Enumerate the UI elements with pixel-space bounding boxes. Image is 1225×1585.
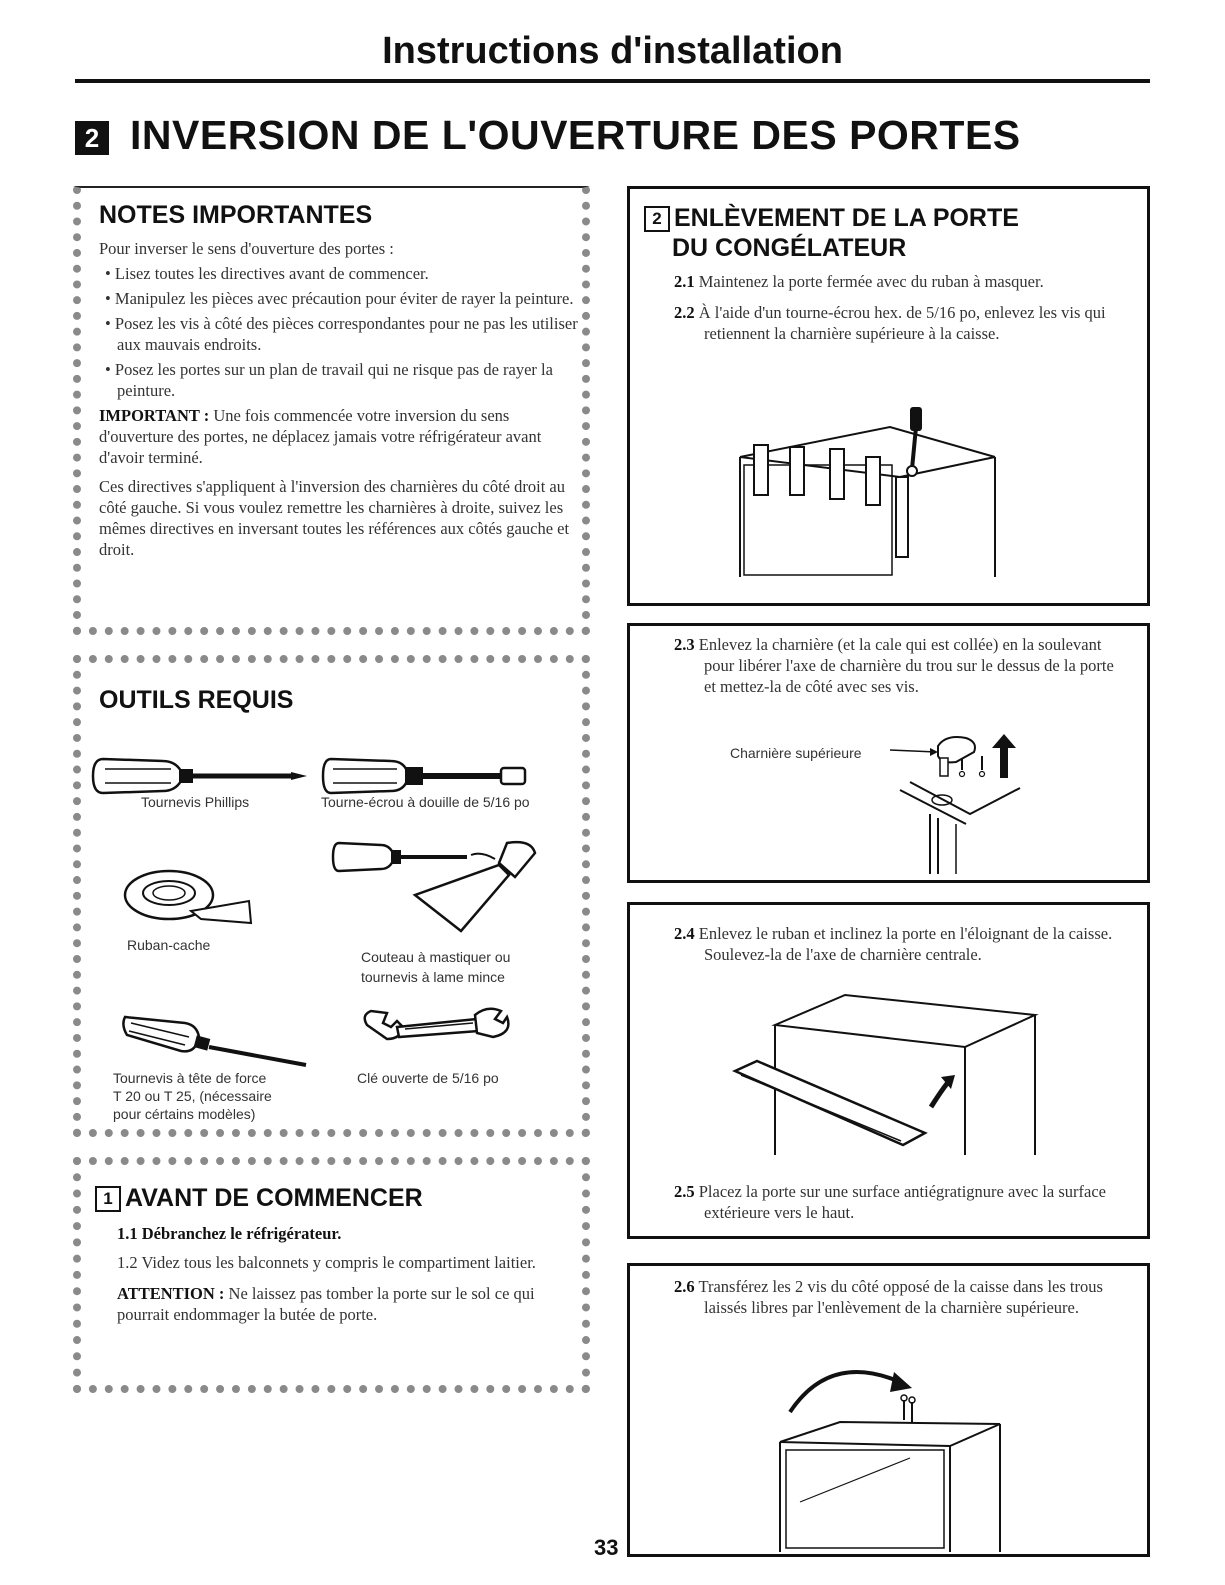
tools-title: OUTILS REQUIS [99,686,294,714]
important-label: IMPORTANT : [99,406,210,425]
section-title: INVERSION DE L'OUVERTURE DES PORTES [130,112,1021,158]
step-2-2-num: 2.2 [674,303,695,322]
before-heading [95,1183,423,1213]
notes-title: NOTES IMPORTANTES [99,201,373,229]
tool-label-nutdriver: Tourne-écrou à douille de 5/16 po [321,794,530,810]
freezer-heading [644,203,1019,263]
step-2-6-num: 2.6 [674,1277,695,1296]
step-2-3-text: Enlevez la charnière (et la cale qui est collée) en la soulevant pour libérer l'axe de charnière du trou sur le dessus de la porte et mettez-la de côté avec ses vis. [694,635,1114,696]
tool-label-tape: Ruban-cache [127,937,211,953]
step-2-1-text: Maintenez la porte fermée avec du ruban à masquer. [694,272,1044,291]
freezer-number: 2 [644,206,670,232]
tape-door-illustration [740,417,1010,597]
before-title: AVANT DE COMMENCER [125,1184,423,1212]
attention-label: ATTENTION : [117,1284,225,1303]
notes-bullet: • Manipulez les pièces avec précaution pour éviter de rayer la peinture. [105,289,574,308]
freezer-steps-a [674,271,1114,344]
step-2-3-line [674,634,1114,697]
step-2-5-num: 2.5 [674,1182,695,1201]
page-number: 33 [594,1535,619,1560]
notes-body [99,238,579,560]
tool-label-torx-2: T 20 ou T 25, (nécessaire [113,1088,272,1104]
step-2-1-num: 2.1 [674,272,695,291]
important-text: Une fois commencée votre inversion du sens d'ouverture des portes, ne déplacez jamais votre réfrigérateur avant d'avoir terminé. [99,406,542,467]
masking-tape-icon [121,863,261,933]
tool-label-putty-1: Couteau à mastiquer ou [361,949,511,965]
freezer-box-4 [627,1263,1150,1557]
step-2-2-text: À l'aide d'un tourne-écrou hex. de 5/16 po, enlevez les vis qui retiennent la charnière supérieure à la caisse. [694,303,1106,343]
hinge-illustration [870,734,1130,874]
page-header-title: Instructions d'installation [382,30,843,72]
step-2-5 [674,1181,1114,1223]
before-attention [117,1283,577,1325]
notes-intro: Pour inverser le sens d'ouverture des portes : [99,239,394,258]
putty-knife-icon [331,835,551,945]
section-number-badge: 2 [75,121,109,155]
freezer-title-1: ENLÈVEMENT DE LA PORTE [674,204,1019,232]
step-2-4 [674,923,1114,965]
step-2-6-line [674,1276,1114,1318]
freezer-box-1 [627,186,1150,606]
before-number: 1 [95,1186,121,1212]
step-2-1 [674,271,1114,292]
attention-text: Ne laissez pas tomber la porte sur le sol ce qui pourrait endommager la butée de porte. [117,1284,535,1324]
freezer-box-2 [627,623,1150,883]
step-2-3-num: 2.3 [674,635,695,654]
step-2-5-text: Placez la porte sur une surface antiégratignure avec la surface extérieure vers le haut. [694,1182,1106,1222]
tilt-door-illustration [735,995,1035,1160]
tool-label-putty-2: tournevis à lame mince [361,969,505,985]
before-step-1-2-num: 1.2 [117,1253,138,1272]
before-body [117,1223,577,1325]
step-2-4-line [674,923,1114,965]
header-rule [75,79,1150,83]
tool-label-wrench: Clé ouverte de 5/16 po [357,1070,499,1086]
notes-box [73,186,590,635]
step-2-5-line [674,1181,1114,1223]
freezer-box-3 [627,902,1150,1239]
tool-label-torx-3: pour cértains modèles) [113,1106,256,1122]
step-2-6-text: Transférez les 2 vis du côté opposé de la caisse dans les trous laissés libres par l'enlèvement de la charnière supérieure. [694,1277,1103,1317]
step-2-4-num: 2.4 [674,924,695,943]
step-2-6 [674,1276,1114,1318]
before-step-1-1: 1.1 Débranchez le réfrigérateur. [117,1224,342,1243]
before-step-1-2-text: Videz tous les balconnets y compris le compartiment laitier. [141,1253,536,1272]
step-2-2 [674,302,1114,344]
tools-box [73,655,590,1137]
torx-screwdriver-icon [121,1003,321,1073]
freezer-title-2: DU CONGÉLATEUR [672,234,907,262]
step-2-4-text: Enlevez le ruban et inclinez la porte en l'éloignant de la caisse. Soulevez-la de l'axe de charnière centrale. [694,924,1113,964]
before-box [73,1157,590,1393]
hinge-label: Charnière supérieure [730,745,862,761]
notes-closing: Ces directives s'appliquent à l'inversion des charnières du côté droit au côté gauche. Si vous voulez remettre les charnières à droite, suivez les mêmes directives en inversant toutes les références aux côtés gauche et droit. [99,477,570,559]
notes-bullet: • Posez les vis à côté des pièces correspondantes pour ne pas les utiliser aux mauvais endroits. [105,314,578,354]
before-step-1-2 [117,1252,577,1273]
notes-bullet: • Posez les portes sur un plan de travail qui ne risque pas de rayer la peinture. [105,360,553,400]
wrench-icon [357,1005,517,1055]
tool-label-torx-1: Tournevis à tête de force [113,1070,267,1086]
step-2-3 [674,634,1114,697]
transfer-screws-illustration [770,1362,1010,1552]
notes-important [99,405,579,468]
notes-bullet: • Lisez toutes les directives avant de commencer. [105,264,429,283]
tool-label-phillips: Tournevis Phillips [141,794,250,810]
